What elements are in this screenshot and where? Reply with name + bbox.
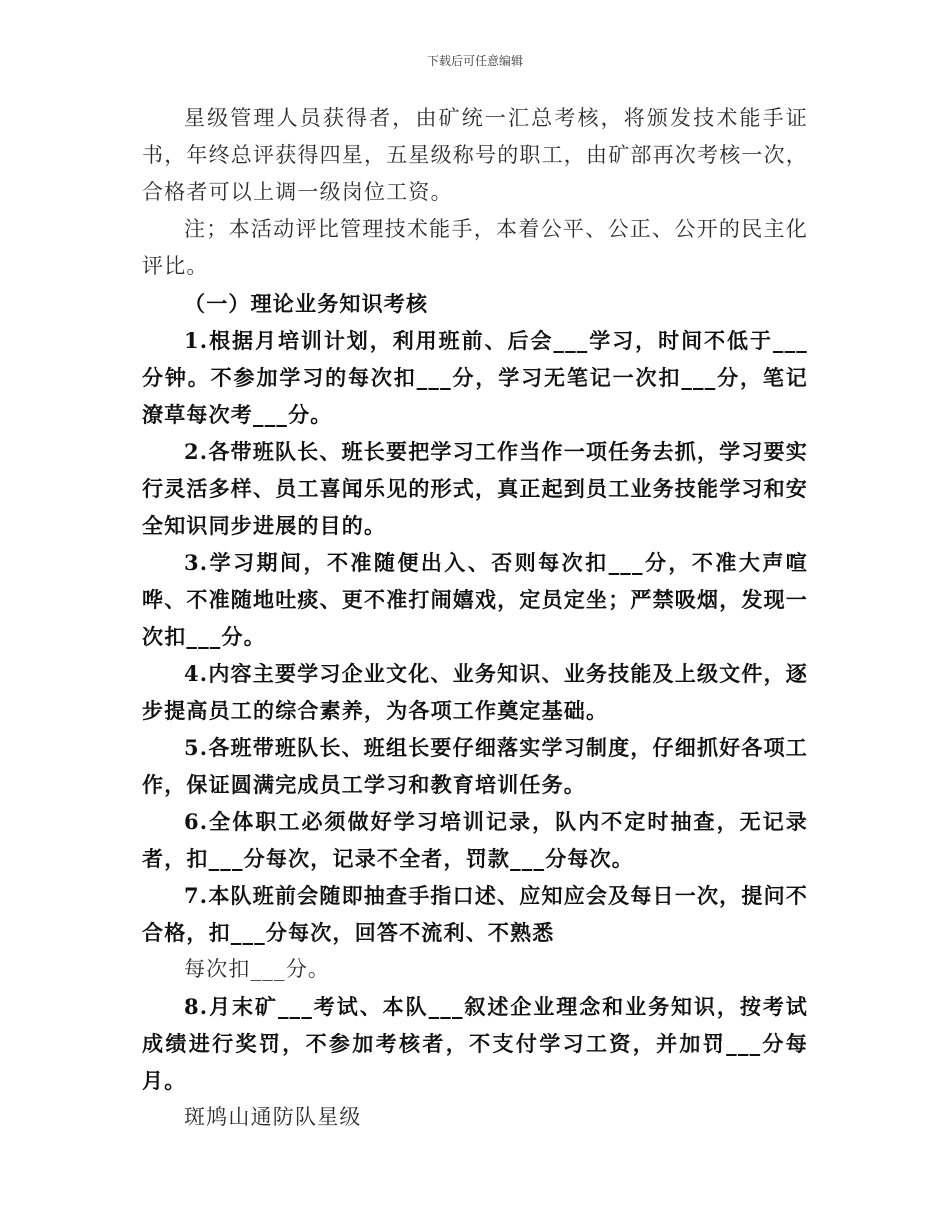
section-title-theory-assessment: （一）理论业务知识考核 xyxy=(184,291,429,316)
list-item-5: 5.各班带班队长、班组长要仔细落实学习制度，仔细抓好各项工作，保证圆满完成员工学习和教育培训任务。 xyxy=(142,735,808,797)
list-item-7-continuation: 每次扣___分。 xyxy=(184,957,331,981)
closing-line: 斑鸠山通防队星级 xyxy=(184,1105,362,1129)
list-item-7: 7.本队班前会随即抽查手指口述、应知应会及每日一次，提问不合格，扣___分每次，回答不流利、不熟悉 xyxy=(142,883,808,945)
list-item-6: 6.全体职工必须做好学习培训记录，队内不定时抽查，无记录者，扣___分每次，记录不全者，罚款___分每次。 xyxy=(142,809,808,871)
list-item-1: 1.根据月培训计划，利用班前、后会___学习，时间不低于___分钟。不参加学习的每次扣___分，学习无笔记一次扣___分，笔记潦草每次考___分。 xyxy=(142,328,808,427)
list-item-4: 4.内容主要学习企业文化、业务知识、业务技能及上级文件，逐步提高员工的综合素养，为各项工作奠定基础。 xyxy=(142,661,808,723)
list-item-2: 2.各带班队长、班长要把学习工作当作一项任务去抓，学习要实行灵活多样、员工喜闻乐见的形式，真正起到员工业务技能学习和安全知识同步进展的目的。 xyxy=(142,439,808,538)
paragraph-note: 注；本活动评比管理技术能手，本着公平、公正、公开的民主化评比。 xyxy=(142,217,808,278)
paragraph-star-award: 星级管理人员获得者，由矿统一汇总考核，将颁发技术能手证书，年终总评获得四星，五星级称号的职工，由矿部再次考核一次，合格者可以上调一级岗位工资。 xyxy=(142,106,808,204)
list-item-3: 3.学习期间，不准随便出入、否则每次扣___分，不准大声喧哗、不准随地吐痰、更不准打闹嬉戏，定员定坐；严禁吸烟，发现一次扣___分。 xyxy=(142,550,808,649)
page-header-note: 下载后可任意编辑 xyxy=(426,54,523,68)
list-item-8: 8.月末矿___考试、本队___叙述企业理念和业务知识，按考试成绩进行奖罚，不参加考核者，不支付学习工资，并加罚___分每月。 xyxy=(142,994,808,1093)
document-body xyxy=(142,100,808,1136)
